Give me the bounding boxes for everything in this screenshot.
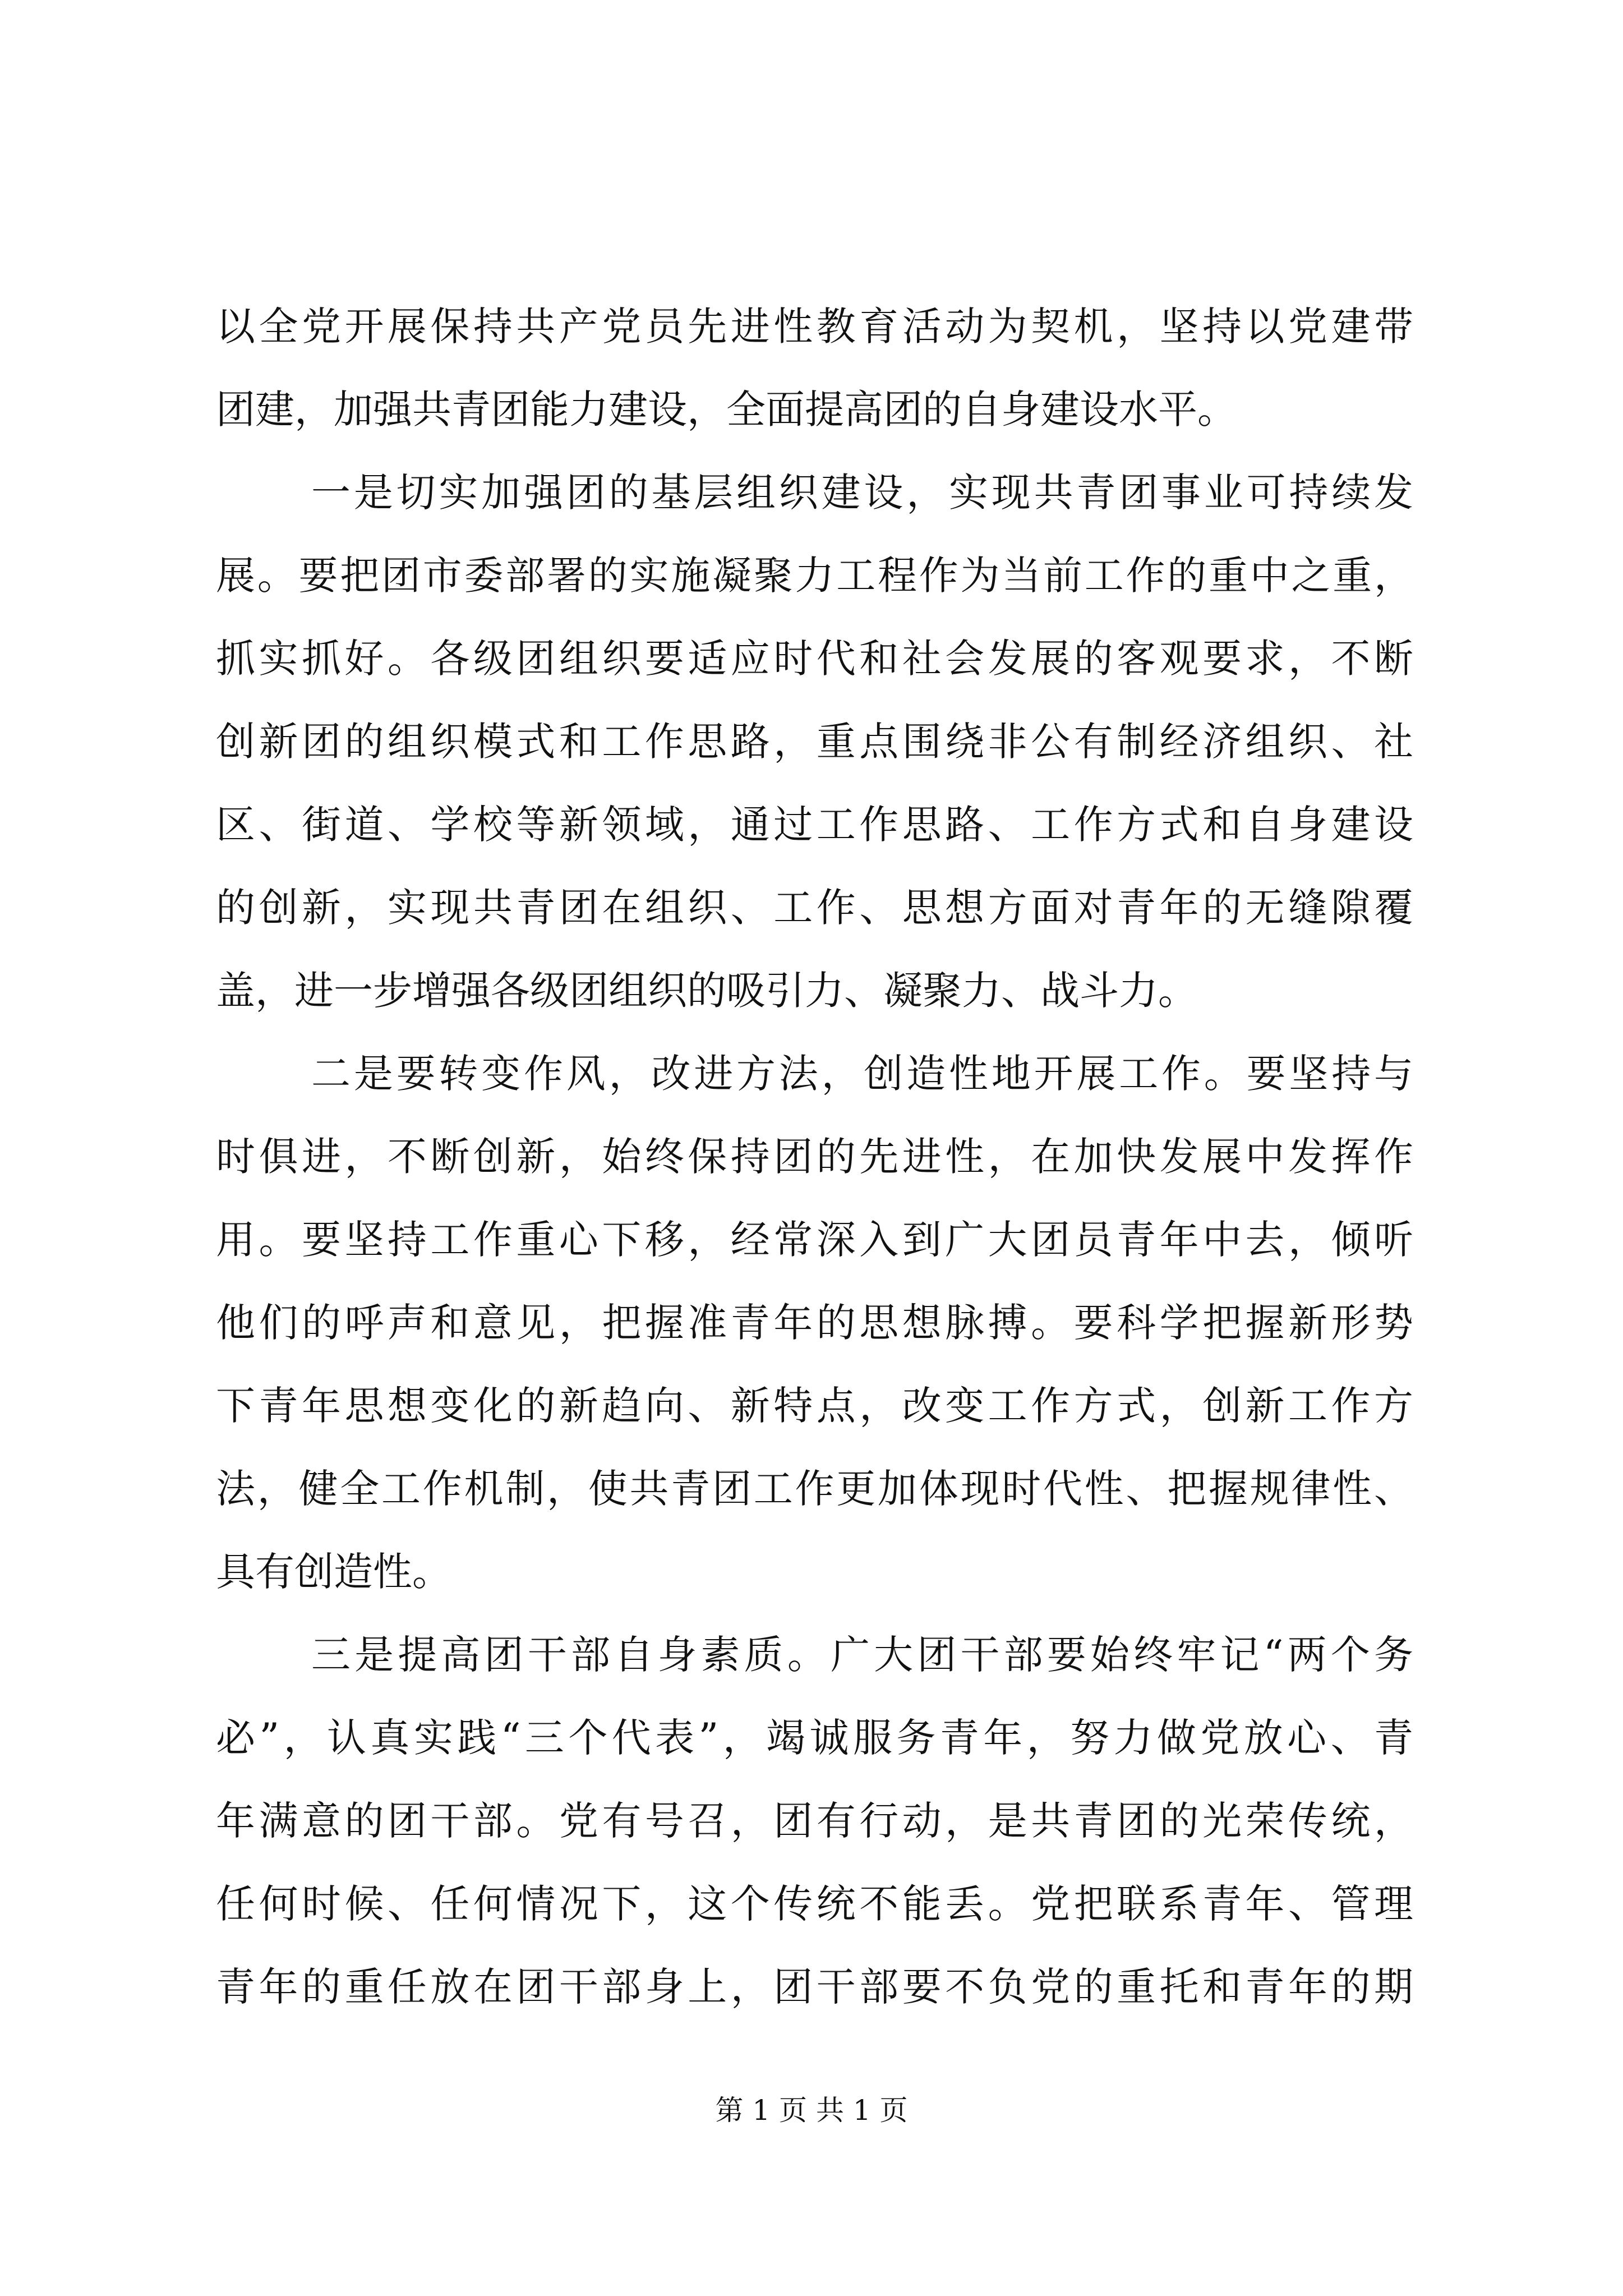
text-line: 用。要坚持工作重心下移，经常深入到广大团员青年中去，倾听	[216, 1217, 1413, 1263]
text-line: 青年的重任放在团干部身上，团干部要不负党的重托和青年的期	[216, 1964, 1413, 2010]
text-line: 以全党开展保持共产党员先进性教育活动为契机，坚持以党建带	[216, 303, 1413, 349]
text-line: 三是提高团干部自身素质。广大团干部要始终牢记“两个务	[311, 1632, 1413, 1678]
text-line: 二是要转变作风，改进方法，创造性地开展工作。要坚持与	[311, 1051, 1413, 1097]
text-line: 一是切实加强团的基层组织建设，实现共青团事业可持续发	[311, 470, 1413, 516]
text-line: 必”，认真实践“三个代表”，竭诚服务青年，努力做党放心、青	[216, 1715, 1413, 1761]
text-line: 法，健全工作机制，使共青团工作更加体现时代性、把握规律性、	[216, 1466, 1413, 1512]
document-body	[216, 285, 1413, 2028]
text-line: 展。要把团市委部署的实施凝聚力工程作为当前工作的重中之重，	[216, 553, 1413, 599]
text-line: 的创新，实现共青团在组织、工作、思想方面对青年的无缝隙覆	[216, 885, 1413, 931]
text-line: 盖，进一步增强各级团组织的吸引力、凝聚力、战斗力。	[216, 968, 1197, 1014]
text-line: 时俱进，不断创新，始终保持团的先进性，在加快发展中发挥作	[216, 1134, 1413, 1180]
text-line: 抓实抓好。各级团组织要适应时代和社会发展的客观要求，不断	[216, 636, 1413, 682]
text-line: 任何时候、任何情况下，这个传统不能丢。党把联系青年、管理	[216, 1881, 1413, 1927]
page-footer: 第 1 页 共 1 页	[715, 2094, 908, 2127]
text-line: 团建，加强共青团能力建设，全面提高团的自身建设水平。	[216, 386, 1237, 432]
text-line: 区、街道、学校等新领域，通过工作思路、工作方式和自身建设	[216, 802, 1413, 848]
text-line: 具有创造性。	[216, 1549, 451, 1595]
text-line: 他们的呼声和意见，把握准青年的思想脉搏。要科学把握新形势	[216, 1300, 1413, 1346]
text-line: 下青年思想变化的新趋向、新特点，改变工作方式，创新工作方	[216, 1383, 1413, 1429]
text-line: 年满意的团干部。党有号召，团有行动，是共青团的光荣传统，	[216, 1798, 1413, 1844]
text-line: 创新团的组织模式和工作思路，重点围绕非公有制经济组织、社	[216, 719, 1413, 765]
